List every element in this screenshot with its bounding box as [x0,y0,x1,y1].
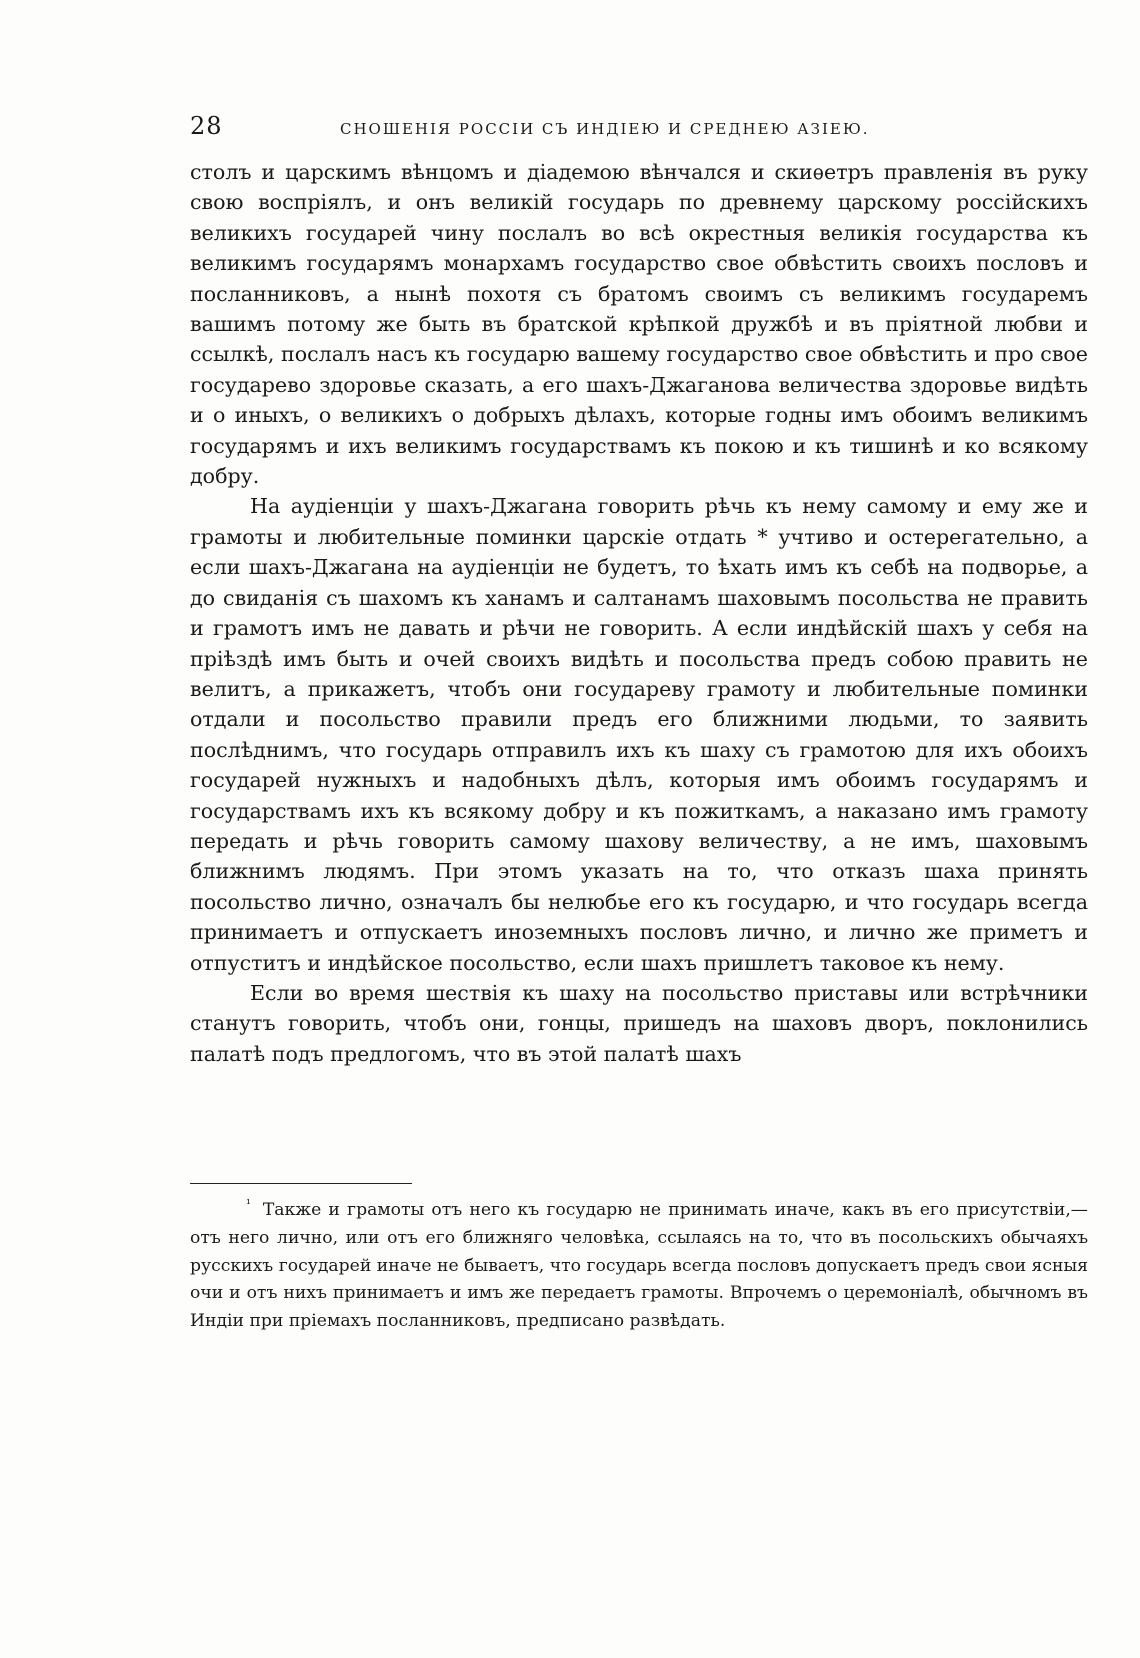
footnote [190,1197,1088,1336]
main-text [190,157,1088,1069]
running-head [190,112,1090,152]
running-title: СНОШЕНІЯ РОССІИ СЪ ИНДІЕЮ И СРЕДНЕЮ АЗІЕЮ. [340,120,870,138]
paragraph-procession: Если во время шествія къ шаху на посольство приставы или встрѣчники станутъ говорить, чтобъ они, гонцы, пришедъ на шаховъ дворъ, поклонились палатѣ подъ предлогомъ, что въ этой палатѣ шахъ [190,980,1088,1066]
paragraph-audience: На аудіенціи у шахъ-Джагана говорить рѣчь къ нему самому и ему же и грамоты и любительные поминки царскіе отдать * учтиво и остерегательно, а если шахъ-Джагана на аудіенціи не будетъ, то ѣхать имъ къ себѣ на подворье, а до свиданія съ шахомъ къ ханамъ и салтанамъ шаховымъ посольства не править и грамотъ имъ не давать и рѣчи не говорить. А если индѣйскій шахъ у себя на пріѣздѣ имъ быть и очей своихъ видѣть и посольства предъ собою править не велитъ, а прикажетъ, чтобъ они государеву грамоту и любительные поминки отдали и посольство правили предъ его ближними людьми, то заявить послѣднимъ, что государь отправилъ ихъ къ шаху съ грамотою для ихъ обоихъ государей нужныхъ и надобныхъ дѣлъ, которыя имъ обоимъ государямъ и государствамъ ихъ къ всякому добру и къ пожиткамъ, а наказано имъ грамоту передать и рѣчь говорить самому шахову величеству, а не имъ, шаховымъ ближнимъ людямъ. При этомъ указать на то, что отказъ шаха принять посольство лично, означалъ бы нелюбье его къ государю, и что государь всегда принимаетъ и отпускаетъ иноземныхъ пословъ лично, и лично же приметъ и отпуститъ и индѣйское посольство, если шахъ пришлетъ таковое къ нему. [190,494,1088,975]
footnote-text: Также и грамоты отъ него къ государю не принимать иначе, какъ въ его присутствіи,—отъ него лично, или отъ его ближняго человѣка, ссылаясь на то, что въ посольскихъ обычаяхъ русскихъ государей иначе не бываетъ, что государь всегда пословъ допускаетъ предъ свои ясныя очи и отъ нихъ принимаетъ и имъ же передаетъ грамоты. Впрочемъ о церемоніалѣ, обычномъ въ Индіи при пріемахъ посланниковъ, предписано развѣдать. [190,1200,1088,1332]
paragraph-continued: столъ и царскимъ вѣнцомъ и діадемою вѣнчался и скиѳетръ правленія въ руку свою воспріялъ, и онъ великій государь по древнему царскому россійскихъ великихъ государей чину послалъ во всѣ окрестныя великія государства къ великимъ государямъ монархамъ государство свое обвѣстить своихъ пословъ и посланниковъ, а нынѣ похотя съ братомъ своимъ съ великимъ государемъ вашимъ потому же быть въ братской крѣпкой дружбѣ и въ пріятной любви и ссылкѣ, послалъ насъ къ государю вашему государство свое обвѣстить и про свое государево здоровье сказать, а его шахъ-Джаганова величества здоровье видѣть и о иныхъ, о великихъ о добрыхъ дѣлахъ, которые годны имъ обоимъ великимъ государямъ и ихъ великимъ государствамъ къ покою и къ тишинѣ и ко всякому добру. [190,160,1088,489]
footnote-marker: ¹ [246,1197,251,1212]
page-number: 28 [190,112,223,140]
footnote-divider [190,1183,412,1184]
